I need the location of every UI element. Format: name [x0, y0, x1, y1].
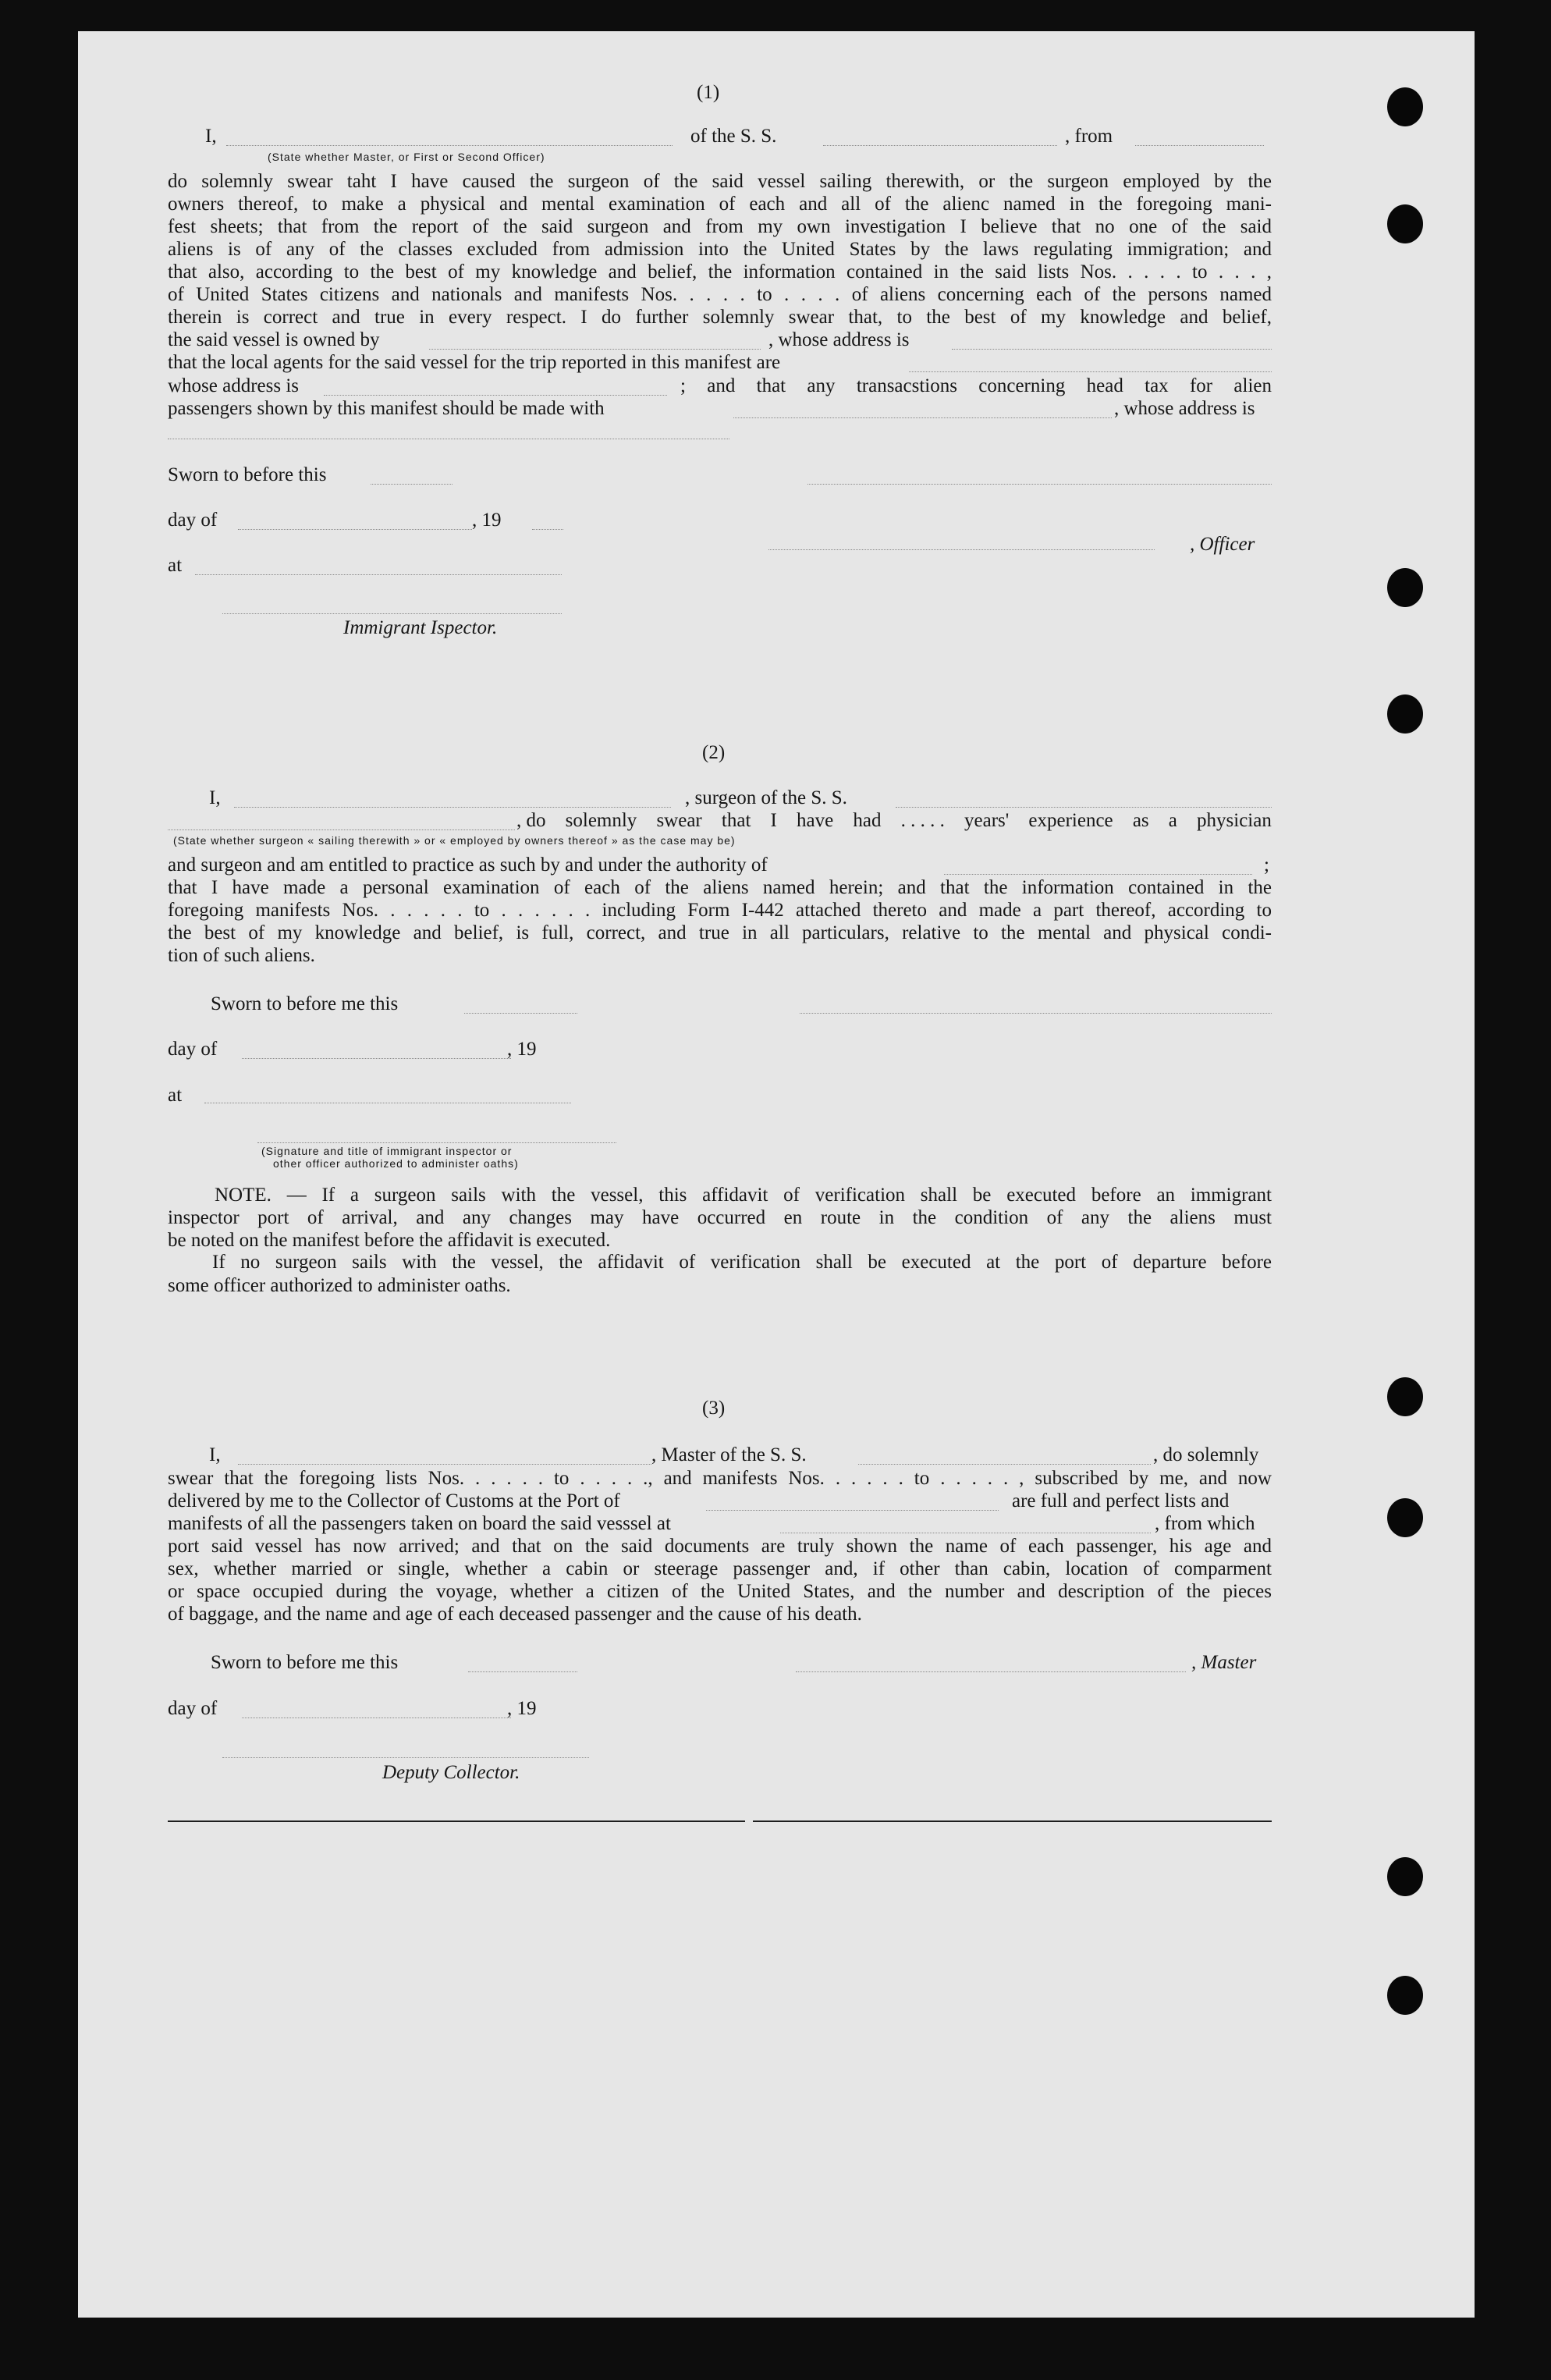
section1-para-line: therein is correct and true in every respect. I do further solemnly swear that, to the best of my knowledge and belief, [168, 307, 1272, 328]
sworn2-label: Sworn to before me this [211, 993, 399, 1014]
port-line[interactable] [706, 1510, 999, 1511]
officer-label: , Officer [1190, 534, 1255, 555]
authority-line[interactable] [944, 874, 1252, 875]
local-agents-label: that the local agents for the said vessel for the trip reported in this manifest are [168, 352, 781, 373]
from-which-label: , from which [1155, 1513, 1255, 1534]
sworn3-label: Sworn to before me this [211, 1652, 399, 1673]
signature-note-1: (Signature and title of immigrant inspector or [261, 1145, 513, 1157]
experience-word: physician [1197, 810, 1272, 831]
punch-hole [1387, 1976, 1423, 2015]
experience-word: as [1132, 810, 1149, 831]
section3-line-2: swear that the foregoing lists Nos. . . . . . to . . . . ., and manifests Nos. . . . . . to . . . . . , subscribed by me, and now [168, 1468, 1272, 1489]
experience-word: I [770, 810, 777, 831]
sworn-label: Sworn to before this [168, 464, 327, 485]
note-line-1: NOTE. — If a surgeon sails with the vessel, this affidavit of verification shall be executed before an immigrant [215, 1185, 1272, 1206]
section3-paragraph-last: of baggage, and the name and age of each deceased passenger and the cause of his death. [168, 1604, 862, 1625]
at-label: at [168, 555, 183, 576]
section1-para-line: aliens is of any of the classes excluded from admission into the United States by the laws regulating immigration; and [168, 239, 1272, 260]
owned-by-label: the said vessel is owned by [168, 329, 380, 350]
deputy-collector-label: Deputy Collector. [382, 1762, 520, 1783]
section1-number: (1) [697, 82, 720, 103]
experience-word: swear [656, 810, 702, 831]
owner-line[interactable] [429, 349, 761, 350]
section1-i: I, [205, 126, 217, 147]
surgeon-name-line[interactable] [234, 807, 671, 808]
sworn3-line[interactable] [468, 1671, 577, 1672]
agents-address-label: whose address is [168, 375, 300, 396]
note-line-3: be noted on the manifest before the affidavit is executed. [168, 1230, 611, 1251]
section2-number: (2) [702, 742, 726, 763]
experience-word: years' [964, 810, 1010, 831]
inspector-signature-line-2[interactable] [257, 1142, 616, 1143]
head-tax-text [680, 375, 1272, 397]
at-line[interactable] [195, 574, 562, 575]
head-tax-label: ; and that any transacstions concerning head tax for alien [680, 375, 1272, 396]
punch-hole [1387, 87, 1423, 126]
section3-number: (3) [702, 1398, 726, 1419]
passengers-label: passengers shown by this manifest should be made with [168, 398, 605, 419]
section2-para-line: the best of my knowledge and belief, is full, correct, and true in all particulars, relative to the mental and physical condi- [168, 922, 1272, 943]
do-solemnly-label: , do solemnly [1153, 1444, 1259, 1465]
master-signature-line[interactable] [796, 1671, 1186, 1672]
year-label: , 19 [472, 510, 502, 531]
section2-i: I, [209, 787, 221, 808]
section2-paragraph-last: tion of such aliens. [168, 945, 315, 966]
section3-i: I, [209, 1444, 221, 1465]
day-line-2[interactable] [242, 1058, 511, 1059]
punch-hole [1387, 568, 1423, 607]
note-line-4: If no surgeon sails with the vessel, the affidavit of verification shall be executed at the port of departure before [212, 1252, 1272, 1273]
year-line[interactable] [532, 529, 563, 530]
signature-note-2: other officer authorized to administer oaths) [273, 1157, 519, 1170]
experience-word: . . . . . [900, 810, 945, 831]
surgeon-vessel-line[interactable] [896, 807, 1272, 808]
day-of-label: day of [168, 510, 218, 531]
inspector-label: Immigrant Ispector. [343, 617, 498, 638]
surgeon-signature-line[interactable] [800, 1013, 1272, 1014]
year-label-3: , 19 [507, 1698, 537, 1719]
experience-word: have [797, 810, 834, 831]
experience-word: had [853, 810, 882, 831]
punch-hole [1387, 1377, 1423, 1416]
surgeon-note: (State whether surgeon « sailing therewith » or « employed by owners thereof » as the case may be) [173, 834, 736, 847]
signature-line-1[interactable] [807, 484, 1272, 485]
experience-word: , do [516, 810, 546, 831]
experience-word: that [721, 810, 751, 831]
owner-address-line[interactable] [952, 349, 1272, 350]
note-line-5: some officer authorized to administer oaths. [168, 1275, 511, 1296]
inspector-signature-line[interactable] [222, 613, 562, 614]
whose-address-label-3: , whose address is [1114, 398, 1255, 419]
from-label: , from [1065, 126, 1113, 147]
vessel-name-line[interactable] [823, 145, 1057, 146]
bottom-rule-left [168, 1821, 745, 1822]
section1-para-line: that also, according to the best of my knowledge and belief, the information contained in the said lists Nos. . . . . to . . . , [168, 261, 1272, 282]
day-line[interactable] [238, 529, 472, 530]
experience-word: a [1168, 810, 1177, 831]
experience-word: solemnly [565, 810, 637, 831]
master-label: , Master [1191, 1652, 1257, 1673]
punch-hole [1387, 1498, 1423, 1537]
section2-para-line: foregoing manifests Nos. . . . . . to . . . . . . including Form I-442 attached thereto and made a part thereof, according to [168, 900, 1272, 921]
port-of-label: delivered by me to the Collector of Customs at the Port of [168, 1490, 620, 1511]
taken-on-board-label: manifests of all the passengers taken on board the said vesssel at [168, 1513, 671, 1534]
section3-para-line: port said vessel has now arrived; and that on the said documents are truly shown the name of each passenger, his age and [168, 1536, 1272, 1557]
experience-word: experience [1028, 810, 1113, 831]
section3-para-line: sex, whether married or single, whether a cabin or steerage passenger and, if other than cabin, location of comparment [168, 1558, 1272, 1579]
master-note: (State whether Master, or First or Second Officer) [268, 151, 545, 163]
experience-line [516, 809, 1272, 832]
from-line[interactable] [1135, 145, 1264, 146]
section2-para-line: that I have made a personal examination of each of the aliens named herein; and that the information contained in the [168, 877, 1272, 898]
officer-line[interactable] [768, 549, 1155, 550]
at-label-2: at [168, 1085, 183, 1106]
section1-para-line: do solemnly swear taht I have caused the surgeon of the said vessel sailing therewith, or the surgeon employed by the [168, 171, 1272, 192]
day-of-label-2: day of [168, 1039, 218, 1060]
perfect-lists-label: are full and perfect lists and [1012, 1490, 1230, 1511]
bottom-rule-right [753, 1821, 1272, 1822]
section1-para-line: owners thereof, to make a physical and mental examination of each and all of the alienc named in the foregoing mani- [168, 194, 1272, 215]
master-of-label: , Master of the S. S. [651, 1444, 807, 1465]
master-name-line[interactable] [238, 1464, 651, 1465]
of-the-ss: of the S. S. [690, 126, 777, 147]
agents-address-line[interactable] [324, 395, 667, 396]
section1-para-line: fest sheets; that from the report of the said surgeon and from my own investigation I believe that no one of the said [168, 216, 1272, 237]
authority-label: and surgeon and am entitled to practice as such by and under the authority of [168, 854, 768, 876]
semicolon: ; [1264, 854, 1269, 876]
punch-hole [1387, 1857, 1423, 1896]
sworn2-line[interactable] [464, 1013, 577, 1014]
head-tax-agent-line[interactable] [733, 417, 1112, 418]
section3-para-line: or space occupied during the voyage, whether a citizen of the United States, and the number and description of the pieces [168, 1581, 1272, 1602]
master-vessel-line[interactable] [858, 1464, 1151, 1465]
whose-address-label: , whose address is [768, 329, 910, 350]
sworn-line[interactable] [371, 484, 453, 485]
local-agents-line[interactable] [909, 371, 1272, 372]
surgeon-of-label: , surgeon of the S. S. [685, 787, 847, 808]
collector-signature-line[interactable] [222, 1757, 589, 1758]
punch-hole [1387, 204, 1423, 243]
punch-hole [1387, 694, 1423, 734]
note-line-2: inspector port of arrival, and any changes may have occurred en route in the condition of any the aliens must [168, 1207, 1272, 1228]
day-of-label-3: day of [168, 1698, 218, 1719]
year-label-2: , 19 [507, 1039, 537, 1060]
section1-para-line: of United States citizens and nationals and manifests Nos. . . . . to . . . . of aliens concerning each of the persons named [168, 284, 1272, 305]
